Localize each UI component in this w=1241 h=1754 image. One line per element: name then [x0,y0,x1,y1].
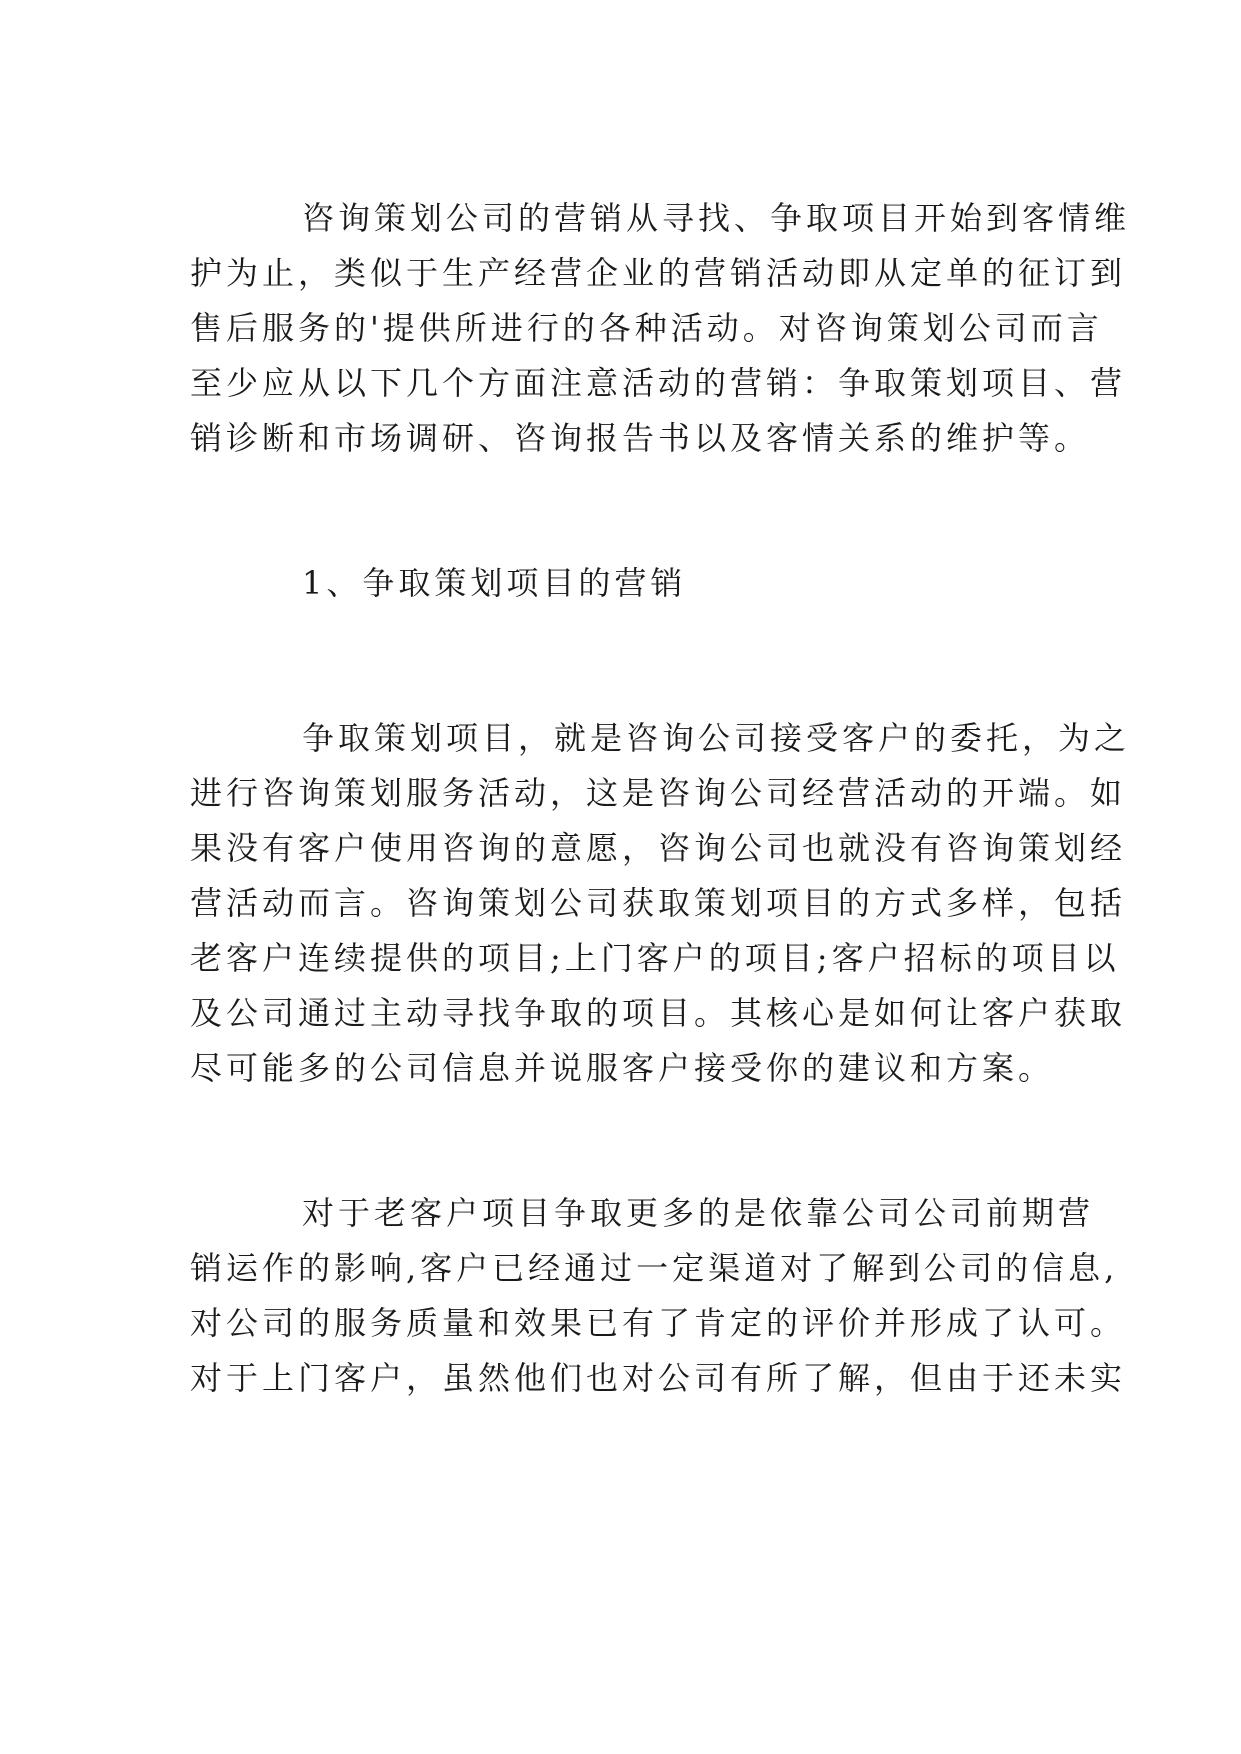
paragraph-line: 进行咨询策划服务活动，这是咨询公司经营活动的开端。如 [190,774,1127,812]
paragraph-line: 护为止，类似于生产经营企业的营销活动即从定单的征订到 [190,254,1127,292]
section-heading: 1、争取策划项目的营销 [302,564,687,602]
paragraph-line: 尽可能多的公司信息并说服客户接受你的建议和方案。 [190,1049,1055,1087]
paragraph-line: 至少应从以下几个方面注意活动的营销：争取策划项目、营 [190,364,1127,402]
paragraph-line: 销诊断和市场调研、咨询报告书以及客情关系的维护等。 [190,419,1091,457]
paragraph-line: 对于老客户项目争取更多的是依靠公司公司前期营 [302,1194,1095,1232]
paragraph-line: 咨询策划公司的营销从寻找、争取项目开始到客情维 [302,199,1131,237]
paragraph-line: 对于上门客户，虽然他们也对公司有所了解，但由于还未实 [190,1359,1127,1397]
paragraph-line: 老客户连续提供的项目;上门客户的项目;客户招标的项目以 [190,939,1120,977]
paragraph-line: 争取策划项目，就是咨询公司接受客户的委托，为之 [302,719,1131,757]
paragraph-line: 营活动而言。咨询策划公司获取策划项目的方式多样，包括 [190,884,1127,922]
paragraph-line: 对公司的服务质量和效果已有了肯定的评价并形成了认可。 [190,1304,1127,1342]
paragraph-line: 售后服务的'提供所进行的各种活动。对咨询策划公司而言 [190,309,1103,347]
paragraph-line: 及公司通过主动寻找争取的项目。其核心是如何让客户获取 [190,994,1127,1032]
paragraph-line: 果没有客户使用咨询的意愿，咨询公司也就没有咨询策划经 [190,829,1127,867]
paragraph-line: 销运作的影响,客户已经通过一定渠道对了解到公司的信息, [190,1249,1119,1287]
